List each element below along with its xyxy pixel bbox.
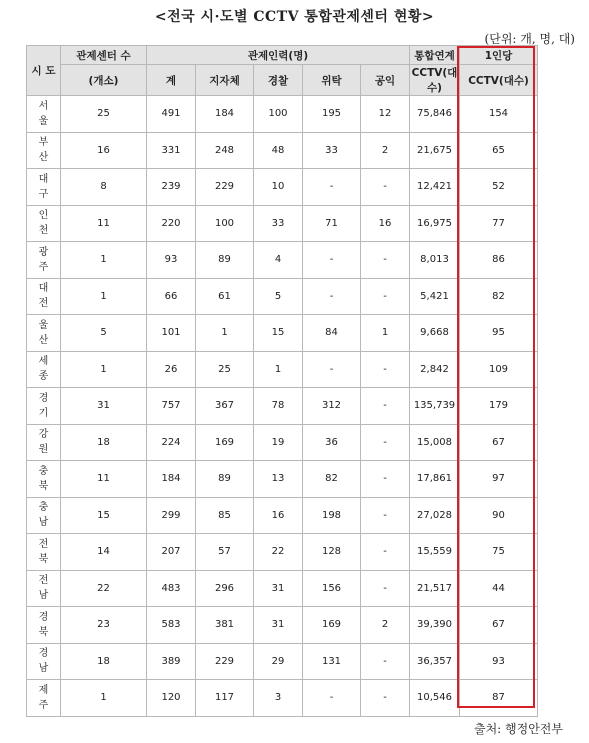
table-row xyxy=(27,278,538,315)
cell-local: 25 xyxy=(196,351,254,388)
cell-region: 경 북 xyxy=(27,607,61,644)
cell-cctv: 15,559 xyxy=(410,534,460,571)
cctv-center-table xyxy=(26,45,538,717)
cell-per: 82 xyxy=(460,278,538,315)
header-linked-unit: CCTV(대수) xyxy=(410,65,460,96)
cell-total: 757 xyxy=(147,388,196,425)
cell-total: 299 xyxy=(147,497,196,534)
cell-region: 충 북 xyxy=(27,461,61,498)
table-row xyxy=(27,534,538,571)
cell-public: - xyxy=(361,497,410,534)
cell-cctv: 15,008 xyxy=(410,424,460,461)
cell-public: - xyxy=(361,534,410,571)
cell-police: 29 xyxy=(254,643,303,680)
cell-region: 충 남 xyxy=(27,497,61,534)
cell-public: 12 xyxy=(361,96,410,133)
table-row xyxy=(27,132,538,169)
cell-contract: 169 xyxy=(303,607,361,644)
cell-per: 52 xyxy=(460,169,538,206)
cell-centers: 14 xyxy=(61,534,147,571)
cell-public: - xyxy=(361,351,410,388)
source-note: 출처: 행정안전부 xyxy=(473,722,563,736)
cell-total: 224 xyxy=(147,424,196,461)
cell-region: 광 주 xyxy=(27,242,61,279)
cell-police: 22 xyxy=(254,534,303,571)
cell-region: 경 남 xyxy=(27,643,61,680)
table-row xyxy=(27,242,538,279)
header-local: 지자체 xyxy=(196,65,254,96)
cell-local: 169 xyxy=(196,424,254,461)
cell-local: 229 xyxy=(196,169,254,206)
cell-local: 184 xyxy=(196,96,254,133)
cell-contract: - xyxy=(303,242,361,279)
header-centers-unit: (개소) xyxy=(61,65,147,96)
cell-total: 331 xyxy=(147,132,196,169)
cell-per: 97 xyxy=(460,461,538,498)
cell-contract: 128 xyxy=(303,534,361,571)
cell-public: - xyxy=(361,388,410,425)
cell-contract: 156 xyxy=(303,570,361,607)
cell-public: 2 xyxy=(361,607,410,644)
cell-centers: 18 xyxy=(61,643,147,680)
cell-total: 239 xyxy=(147,169,196,206)
cell-per: 65 xyxy=(460,132,538,169)
cell-per: 67 xyxy=(460,424,538,461)
cell-cctv: 75,846 xyxy=(410,96,460,133)
cell-police: 48 xyxy=(254,132,303,169)
cell-local: 100 xyxy=(196,205,254,242)
header-centers: 관제센터 수 xyxy=(61,46,147,65)
cell-centers: 15 xyxy=(61,497,147,534)
cell-centers: 11 xyxy=(61,461,147,498)
cell-region: 인 천 xyxy=(27,205,61,242)
cell-total: 491 xyxy=(147,96,196,133)
cell-public: - xyxy=(361,242,410,279)
header-per-unit: CCTV(대수) xyxy=(460,65,538,96)
cell-cctv: 17,861 xyxy=(410,461,460,498)
cell-total: 120 xyxy=(147,680,196,717)
cell-total: 93 xyxy=(147,242,196,279)
cell-region: 제 주 xyxy=(27,680,61,717)
header-linked: 통합연계 xyxy=(410,46,460,65)
cell-cctv: 2,842 xyxy=(410,351,460,388)
cell-local: 248 xyxy=(196,132,254,169)
table-row xyxy=(27,315,538,352)
cell-police: 13 xyxy=(254,461,303,498)
cell-public: 1 xyxy=(361,315,410,352)
cell-local: 61 xyxy=(196,278,254,315)
cell-centers: 18 xyxy=(61,424,147,461)
cell-per: 154 xyxy=(460,96,538,133)
cell-centers: 5 xyxy=(61,315,147,352)
cell-per: 44 xyxy=(460,570,538,607)
cell-per: 93 xyxy=(460,643,538,680)
cell-police: 3 xyxy=(254,680,303,717)
cell-contract: 36 xyxy=(303,424,361,461)
cell-public: - xyxy=(361,169,410,206)
cell-cctv: 16,975 xyxy=(410,205,460,242)
cell-centers: 16 xyxy=(61,132,147,169)
cell-per: 109 xyxy=(460,351,538,388)
cell-cctv: 36,357 xyxy=(410,643,460,680)
cell-per: 179 xyxy=(460,388,538,425)
cell-region: 전 남 xyxy=(27,570,61,607)
cell-total: 184 xyxy=(147,461,196,498)
cell-per: 67 xyxy=(460,607,538,644)
table-row xyxy=(27,570,538,607)
cell-centers: 1 xyxy=(61,680,147,717)
header-public: 공익 xyxy=(361,65,410,96)
cell-contract: 198 xyxy=(303,497,361,534)
cell-police: 31 xyxy=(254,570,303,607)
cell-region: 경 기 xyxy=(27,388,61,425)
header-staff: 관제인력(명) xyxy=(147,46,410,65)
header-total: 계 xyxy=(147,65,196,96)
cell-total: 220 xyxy=(147,205,196,242)
cell-total: 26 xyxy=(147,351,196,388)
cell-contract: - xyxy=(303,169,361,206)
cell-total: 207 xyxy=(147,534,196,571)
cell-cctv: 12,421 xyxy=(410,169,460,206)
cell-public: - xyxy=(361,570,410,607)
cell-public: 2 xyxy=(361,132,410,169)
table-row xyxy=(27,424,538,461)
table-row xyxy=(27,680,538,717)
cell-local: 85 xyxy=(196,497,254,534)
cell-police: 100 xyxy=(254,96,303,133)
cell-centers: 31 xyxy=(61,388,147,425)
document-title: <전국 시·도별 CCTV 통합관제센터 현황> xyxy=(154,9,435,25)
table-row xyxy=(27,607,538,644)
cell-public: - xyxy=(361,278,410,315)
cell-contract: 71 xyxy=(303,205,361,242)
cell-per: 90 xyxy=(460,497,538,534)
cell-cctv: 39,390 xyxy=(410,607,460,644)
cell-police: 31 xyxy=(254,607,303,644)
cell-centers: 23 xyxy=(61,607,147,644)
cell-centers: 1 xyxy=(61,278,147,315)
cell-local: 117 xyxy=(196,680,254,717)
cell-contract: 82 xyxy=(303,461,361,498)
cell-police: 5 xyxy=(254,278,303,315)
cell-region: 전 북 xyxy=(27,534,61,571)
cell-centers: 1 xyxy=(61,351,147,388)
header-per: 1인당 xyxy=(460,46,538,65)
header-contract: 위탁 xyxy=(303,65,361,96)
header-region: 시 도 xyxy=(27,46,61,96)
cell-per: 75 xyxy=(460,534,538,571)
cell-local: 1 xyxy=(196,315,254,352)
unit-note: (단위: 개, 명, 대) xyxy=(484,32,575,46)
cell-police: 33 xyxy=(254,205,303,242)
cell-centers: 22 xyxy=(61,570,147,607)
cell-total: 483 xyxy=(147,570,196,607)
cell-local: 57 xyxy=(196,534,254,571)
cell-contract: 195 xyxy=(303,96,361,133)
cell-public: - xyxy=(361,424,410,461)
cell-local: 381 xyxy=(196,607,254,644)
cell-total: 66 xyxy=(147,278,196,315)
table-row xyxy=(27,351,538,388)
cell-contract: - xyxy=(303,351,361,388)
cell-police: 16 xyxy=(254,497,303,534)
table-row xyxy=(27,497,538,534)
cell-centers: 1 xyxy=(61,242,147,279)
table-row xyxy=(27,643,538,680)
cell-contract: - xyxy=(303,278,361,315)
cell-total: 389 xyxy=(147,643,196,680)
cell-local: 367 xyxy=(196,388,254,425)
cell-region: 서 울 xyxy=(27,96,61,133)
cell-police: 15 xyxy=(254,315,303,352)
header-police: 경찰 xyxy=(254,65,303,96)
cell-cctv: 8,013 xyxy=(410,242,460,279)
cell-public: 16 xyxy=(361,205,410,242)
cell-region: 대 전 xyxy=(27,278,61,315)
table-row xyxy=(27,169,538,206)
cell-per: 95 xyxy=(460,315,538,352)
cell-contract: 131 xyxy=(303,643,361,680)
cell-cctv: 9,668 xyxy=(410,315,460,352)
cell-police: 1 xyxy=(254,351,303,388)
cell-public: - xyxy=(361,643,410,680)
table-body xyxy=(27,96,538,717)
cell-per: 86 xyxy=(460,242,538,279)
cell-local: 89 xyxy=(196,242,254,279)
cell-police: 78 xyxy=(254,388,303,425)
cell-region: 부 산 xyxy=(27,132,61,169)
cell-local: 229 xyxy=(196,643,254,680)
table-row xyxy=(27,461,538,498)
cell-region: 울 산 xyxy=(27,315,61,352)
cell-centers: 11 xyxy=(61,205,147,242)
cell-contract: 84 xyxy=(303,315,361,352)
cell-cctv: 21,517 xyxy=(410,570,460,607)
cell-cctv: 5,421 xyxy=(410,278,460,315)
cell-contract: 33 xyxy=(303,132,361,169)
cell-region: 세 종 xyxy=(27,351,61,388)
cell-centers: 8 xyxy=(61,169,147,206)
cell-cctv: 27,028 xyxy=(410,497,460,534)
table-row xyxy=(27,96,538,133)
cell-total: 583 xyxy=(147,607,196,644)
table-row xyxy=(27,388,538,425)
cell-public: - xyxy=(361,461,410,498)
cell-cctv: 21,675 xyxy=(410,132,460,169)
cell-total: 101 xyxy=(147,315,196,352)
cell-centers: 25 xyxy=(61,96,147,133)
cell-per: 87 xyxy=(460,680,538,717)
table-row xyxy=(27,205,538,242)
cell-region: 강 원 xyxy=(27,424,61,461)
cell-public: - xyxy=(361,680,410,717)
cell-contract: 312 xyxy=(303,388,361,425)
cell-per: 77 xyxy=(460,205,538,242)
cell-local: 89 xyxy=(196,461,254,498)
cell-police: 19 xyxy=(254,424,303,461)
cell-police: 4 xyxy=(254,242,303,279)
cell-region: 대 구 xyxy=(27,169,61,206)
cell-police: 10 xyxy=(254,169,303,206)
cell-cctv: 135,739 xyxy=(410,388,460,425)
cell-contract: - xyxy=(303,680,361,717)
cell-cctv: 10,546 xyxy=(410,680,460,717)
cell-local: 296 xyxy=(196,570,254,607)
